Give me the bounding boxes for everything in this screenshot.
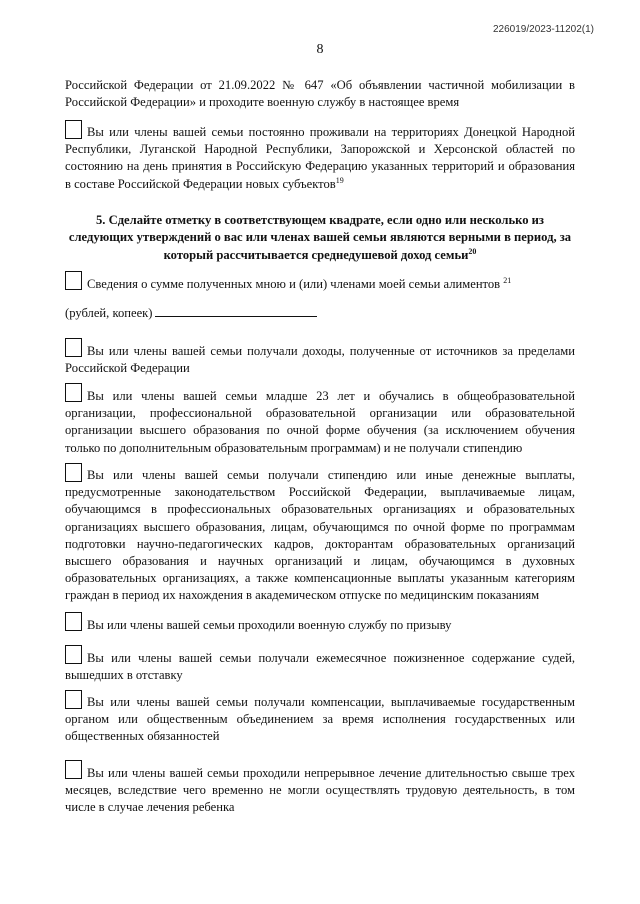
alimony-amount-field[interactable] [155,305,317,317]
intro-paragraph: Российской Федерации от 21.09.2022 № 647 «Об объявлении частичной мобилизации в Российской Федерации» и проходите военную службу в настоящее время [65,78,575,110]
item-long-treatment [65,765,575,817]
item-compensation [65,694,575,746]
item-judges-allowance-text: Вы или члены вашей семьи получали ежемесячное пожизненное содержание судей, вышедших в отставку [65,651,575,683]
page-number: 8 [316,42,324,57]
item-foreign-income [65,343,575,377]
item-students-under-23-text: Вы или члены вашей семьи младше 23 лет и обучались в общеобразовательной организации, профессиональной образовательной организации или образовательной организации высшего образования по очной форме обучения (за исключением обучения только по дополнительным образовательным программам) и не получали стипендию [65,389,575,455]
item-territories [65,124,575,193]
item-territories-text: Вы или члены вашей семьи постоянно проживали на территориях Донецкой Народной Республики, Луганской Народной Республики, Запорожской и Херсонской областей по состоянию на день принятия в Российскую Федерацию указанных территорий и образования в составе Российской Федерации новых субъектов [65,125,575,191]
item-military-service-text: Вы или члены вашей семьи проходили военную службу по призыву [87,618,452,632]
alimony-amount-label: (рублей, копеек) [65,306,153,320]
document-id: 226019/2023-11202(1) [492,24,594,35]
item-compensation-text: Вы или члены вашей семьи получали компенсации, выплачиваемые государственным органом или общественным объединением за время исполнения государственных или общественных обязанностей [65,695,575,744]
footnote-20: 20 [468,246,477,256]
item-long-treatment-text: Вы или члены вашей семьи проходили непрерывное лечение длительностью свыше трех месяцев, вследствие чего временно не могли осуществлять трудовую деятельность, в том числе в случае лечения ребенка [65,766,575,815]
section-5-heading [65,212,575,264]
item-students-under-23 [65,388,575,457]
item-alimony [65,276,575,293]
item-alimony-text: Сведения о сумме полученных мною и (или) членами моей семьи алиментов [87,277,501,291]
footnote-19: 19 [335,175,344,185]
item-military-service [65,617,575,634]
alimony-amount-row [65,305,317,322]
item-foreign-income-text: Вы или члены вашей семьи получали доходы, полученные от источников за пределами Российской Федерации [65,344,575,376]
item-stipend [65,467,575,605]
item-stipend-text: Вы или члены вашей семьи получали стипендию или иные денежные выплаты, предусмотренные законодательством Российской Федерации, выплачиваемые лицам, обучающимся в профессиональных образовательных организациях и образовательных организациях высшего образования, лицам, обучающимся по очной форме по программам подготовки научно-педагогических кадров, докторантам образовательных организаций высшего образования и научных организаций и лицам, обучающимся в духовных образовательных организациях, а также компенсационные выплаты указанным категориям граждан в период их нахождения в академическом отпуске по медицинским показаниям [65,468,575,603]
item-judges-allowance [65,650,575,684]
footnote-21: 21 [503,275,512,285]
section-5-heading-text: 5. Сделайте отметку в соответствующем квадрате, если одно или несколько из следующих утверждений о вас или членах вашей семьи являются верными в период, за который рассчитывается среднедушевой доход семьи [68,213,572,262]
